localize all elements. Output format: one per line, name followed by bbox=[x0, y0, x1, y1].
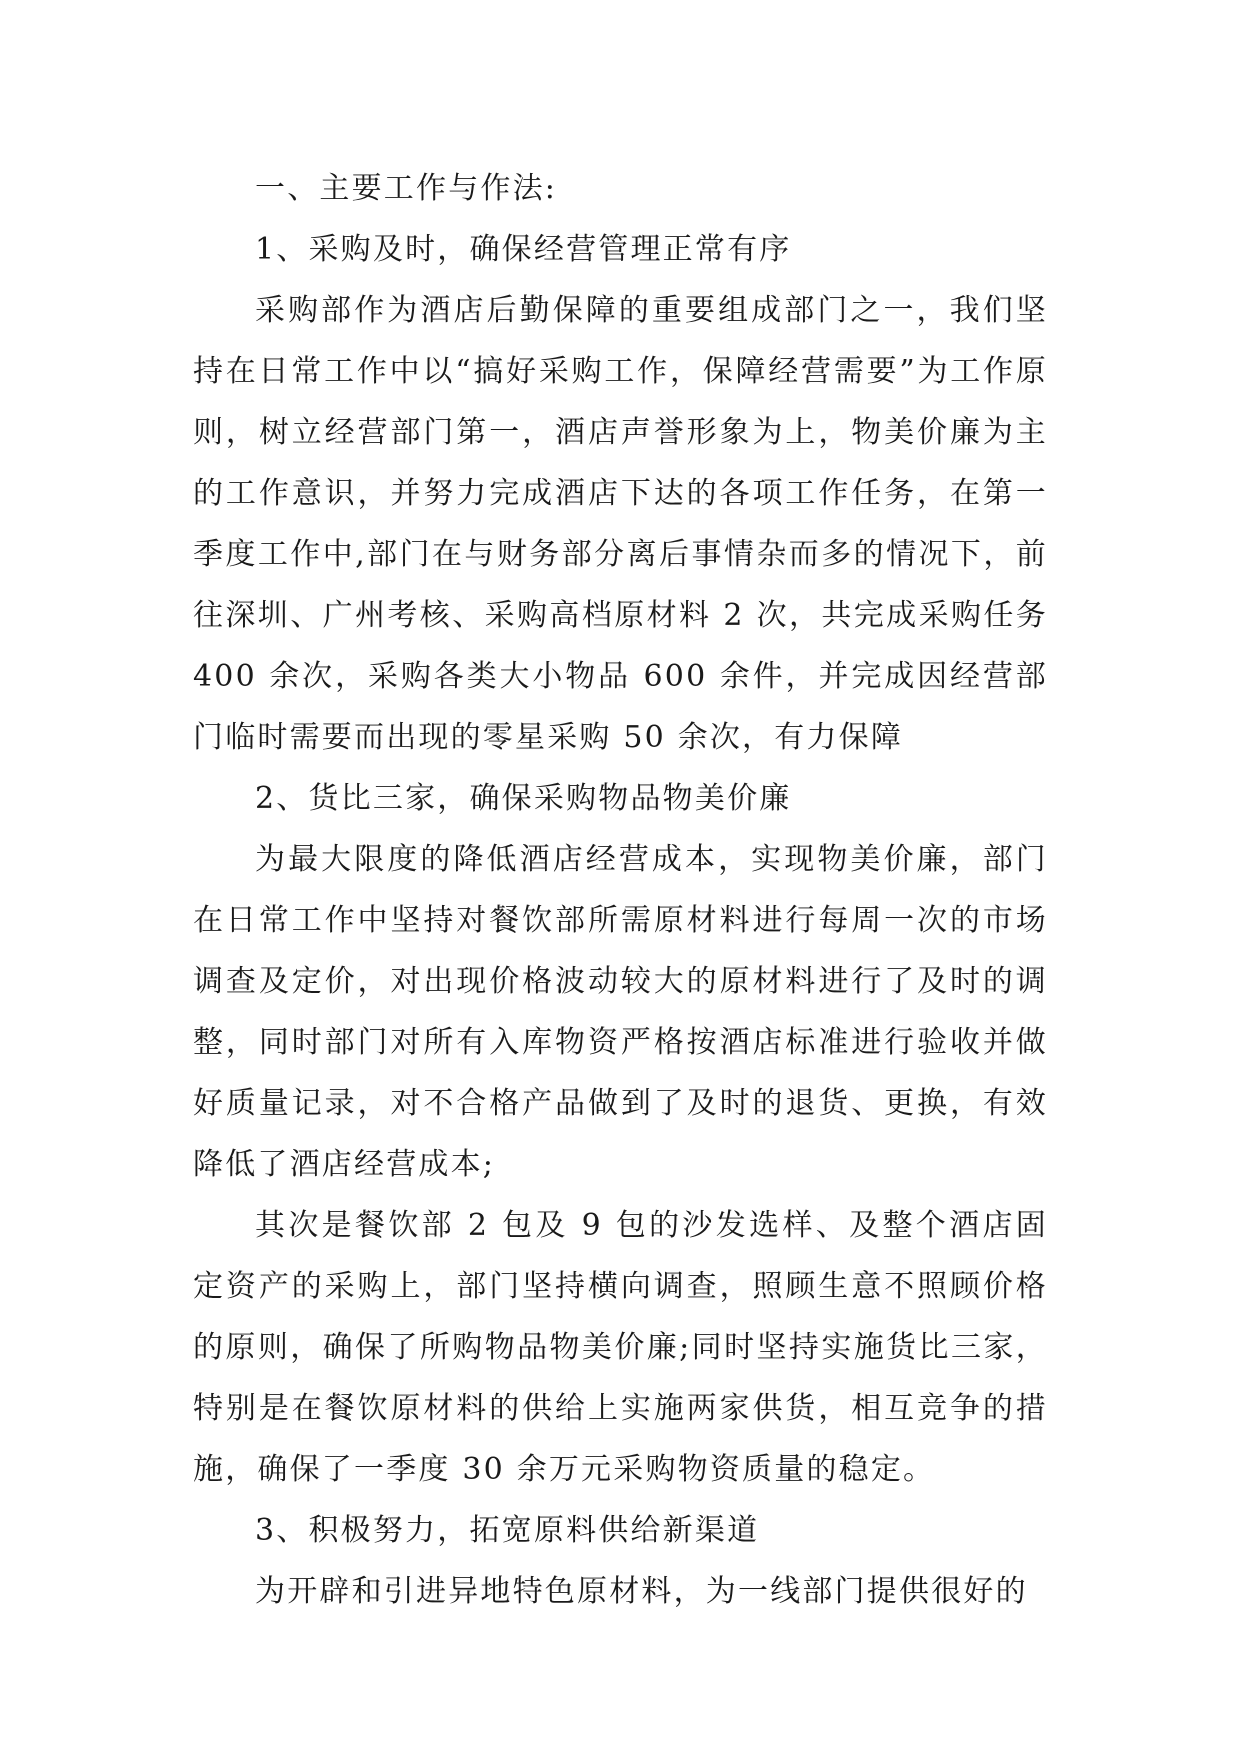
paragraph-2: 为最大限度的降低酒店经营成本，实现物美价廉，部门在日常工作中坚持对餐饮部所需原材料进行每周一次的市场调查及定价，对出现价格波动较大的原材料进行了及时的调整，同时部门对所有入库物资严格按酒店标准进行验收并做好质量记录，对不合格产品做到了及时的退货、更换，有效降低了酒店经营成本; bbox=[193, 842, 1048, 1182]
paragraph-4: 为开辟和引进异地特色原材料，为一线部门提供很好的 bbox=[255, 1574, 1028, 1609]
section-heading: 一、主要工作与作法: bbox=[255, 171, 558, 206]
subsection-heading-2: 2、货比三家，确保采购物品物美价廉 bbox=[255, 781, 792, 816]
subsection-heading-1: 1、采购及时，确保经营管理正常有序 bbox=[255, 232, 792, 267]
document-page bbox=[193, 158, 1048, 1622]
subsection-heading-3: 3、积极努力，拓宽原料供给新渠道 bbox=[255, 1513, 760, 1548]
paragraph-3: 其次是餐饮部 2 包及 9 包的沙发选样、及整个酒店固定资产的采购上，部门坚持横向调查，照顾生意不照顾价格的原则，确保了所购物品物美价廉;同时坚持实施货比三家，特别是在餐饮原材料的供给上实施两家供货，相互竞争的措施，确保了一季度 30 余万元采购物资质量的稳定。 bbox=[193, 1208, 1048, 1487]
paragraph-1: 采购部作为酒店后勤保障的重要组成部门之一，我们坚持在日常工作中以“搞好采购工作，保障经营需要”为工作原则，树立经营部门第一，酒店声誉形象为上，物美价廉为主的工作意识，并努力完成酒店下达的各项工作任务，在第一季度工作中,部门在与财务部分离后事情杂而多的情况下，前往深圳、广州考核、采购高档原材料 2 次，共完成采购任务 400 余次，采购各类大小物品 600 余件，并完成因经营部门临时需要而出现的零星采购 50 余次，有力保障 bbox=[193, 293, 1048, 755]
